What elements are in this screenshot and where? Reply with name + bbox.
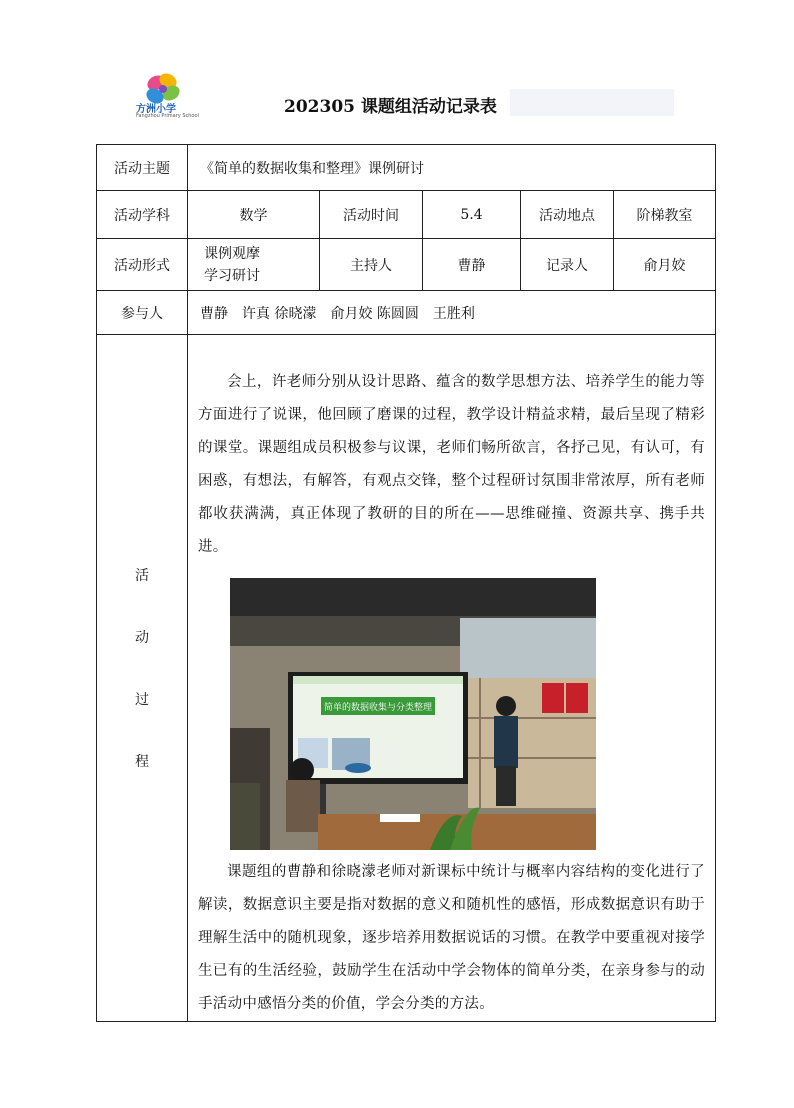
title-highlight (510, 89, 674, 116)
process-char-1: 活 (135, 568, 149, 584)
classroom-photo (230, 578, 596, 850)
process-char-3: 过 (135, 692, 149, 708)
process-paragraph-1: 会上，许老师分别从设计思路、蕴含的数学思想方法、培养学生的能力等方面进行了说课，他回顾了磨课的过程，教学设计精益求精，最后呈现了精彩的课堂。课题组成员积极参与议课，老师们畅所欲言，各抒己见，有认可，有困惑，有想法，有解答，有观点交锋，整个过程研讨氛围非常浓厚，所有老师都收获满满，真正体现了教研的目的所在——思维碰撞、资源共享、携手共进。 (198, 374, 705, 555)
participants-label: 参与人 (97, 291, 188, 335)
process-content (188, 335, 716, 1022)
time-label: 活动时间 (320, 191, 423, 239)
host-value: 曹静 (423, 239, 521, 291)
row-process (97, 335, 716, 1022)
host-label: 主持人 (320, 239, 423, 291)
place-label: 活动地点 (521, 191, 614, 239)
process-label (97, 335, 188, 1022)
logo-subtitle: Fangzhou Primary School (136, 113, 199, 119)
place-value: 阶梯教室 (614, 191, 716, 239)
participants-value: 曹静 许真 徐晓濛 俞月姣 陈圆圆 王胜利 (188, 291, 716, 335)
form-label: 活动形式 (97, 239, 188, 291)
photo-screen-title: 简单的数据收集与分类整理 (323, 703, 433, 713)
time-value: 5.4 (423, 191, 521, 239)
subject-label: 活动学科 (97, 191, 188, 239)
process-char-4: 程 (135, 754, 149, 770)
form-line-1: 课例观摩 (204, 245, 260, 262)
recorder-value: 俞月姣 (614, 239, 716, 291)
row-participants (97, 291, 716, 335)
process-paragraph-2: 课题组的曹静和徐晓濛老师对新课标中统计与概率内容结构的变化进行了解读，数据意识主要是指对数据的意义和随机性的感悟，形成数据意识有助于理解生活中的随机现象，逐步培养用数据说话的习惯。在教学中要重视对接学生已有的生活经验，鼓励学生在活动中学会物体的简单分类，在亲身参与的动手活动中感悟分类的价值，学会分类的方法。 (198, 864, 705, 1012)
row-form (97, 239, 716, 291)
recorder-label: 记录人 (521, 239, 614, 291)
row-subject (97, 191, 716, 239)
row-topic (97, 145, 716, 191)
record-table (96, 144, 716, 1022)
page-title: 202305 课题组活动记录表 (284, 97, 497, 117)
topic-value: 《简单的数据收集和整理》课例研讨 (188, 145, 716, 191)
subject-value: 数学 (188, 191, 320, 239)
form-value (188, 239, 320, 291)
form-line-2: 学习研讨 (204, 267, 260, 284)
topic-label: 活动主题 (97, 145, 188, 191)
logo-name: 方洲小学 (136, 104, 176, 115)
process-char-2: 动 (135, 630, 149, 646)
